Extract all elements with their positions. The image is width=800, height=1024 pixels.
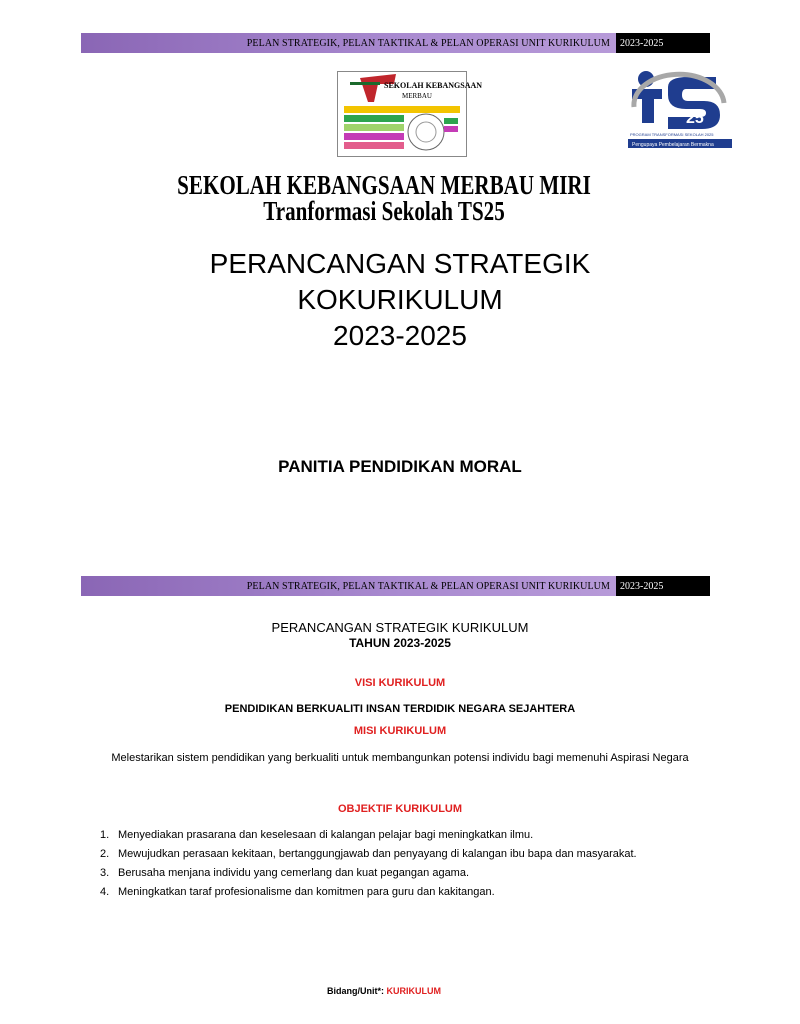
objektif-heading: OBJEKTIF KURIKULUM: [337, 803, 463, 815]
misi-heading: MISI KURIKULUM: [353, 725, 447, 737]
header-banner-page2: [81, 576, 710, 596]
list-item-text: Mewujudkan perasaan kekitaan, bertanggungjawab dan penyayang di kalangan ibu bapa dan masyarakat.: [118, 848, 637, 860]
misi-text: Melestarikan sistem pendidikan yang berkualiti untuk membangunkan potensi individu bagi memenuhi Aspirasi Negara: [111, 752, 689, 764]
objektif-list: [100, 827, 720, 903]
list-item-number: 1.: [100, 829, 110, 841]
header-banner: [81, 33, 710, 53]
cover-title-line1: PERANCANGAN STRATEGIK: [209, 248, 591, 279]
svg-text:25: 25: [686, 110, 704, 127]
panitia-title: PANITIA PENDIDIKAN MORAL: [278, 457, 522, 476]
cover-title-line3: 2023-2025: [333, 320, 467, 351]
list-item-text: Meningkatkan taraf profesionalisme dan komitmen para guru dan kakitangan.: [118, 886, 495, 898]
school-logo-line2: MERBAU: [402, 92, 432, 100]
visi-heading: VISI KURIKULUM: [354, 677, 446, 689]
list-item: [100, 865, 720, 884]
school-name: SEKOLAH KEBANGSAAN MERBAU MIRI: [177, 170, 591, 200]
banner-title: PELAN STRATEGIK, PELAN TAKTIKAL & PELAN OPERASI UNIT KURIKULUM: [81, 33, 616, 53]
list-item-number: 3.: [100, 867, 110, 879]
banner-year: 2023-2025: [616, 576, 710, 596]
list-item: [100, 827, 720, 846]
footer-value: KURIKULUM: [386, 986, 441, 996]
school-logo: [337, 71, 483, 157]
footer-label: Bidang/Unit*:: [326, 986, 384, 996]
list-item-text: Menyediakan prasarana dan keselesaan di kalangan pelajar bagi meningkatkan ilmu.: [118, 829, 534, 841]
list-item: [100, 846, 720, 865]
list-item-text: Berusaha menjana individu yang cemerlang dan kuat pegangan agama.: [118, 867, 470, 879]
ts25-caption: PROGRAM TRANSFORMASI SEKOLAH 2025: [630, 132, 714, 137]
cover-title-line2: KOKURIKULUM: [297, 284, 503, 315]
ts25-tagline: Pengupaya Pembelajaran Bermakna: [632, 142, 714, 148]
page-subheading: TAHUN 2023-2025: [349, 636, 451, 650]
ts25-logo: [628, 67, 732, 151]
page-heading: PERANCANGAN STRATEGIK KURIKULUM: [271, 620, 529, 635]
school-logo-line1: SEKOLAH KEBANGSAAN: [384, 81, 483, 90]
banner-title: PELAN STRATEGIK, PELAN TAKTIKAL & PELAN OPERASI UNIT KURIKULUM: [81, 576, 616, 596]
school-subtitle: Tranformasi Sekolah TS25: [263, 196, 505, 226]
footer: [0, 986, 768, 996]
list-item-number: 4.: [100, 886, 110, 898]
visi-text: PENDIDIKAN BERKUALITI INSAN TERDIDIK NEGARA SEJAHTERA: [224, 703, 576, 715]
banner-year: 2023-2025: [616, 33, 710, 53]
list-item-number: 2.: [100, 848, 110, 860]
list-item: [100, 884, 720, 903]
